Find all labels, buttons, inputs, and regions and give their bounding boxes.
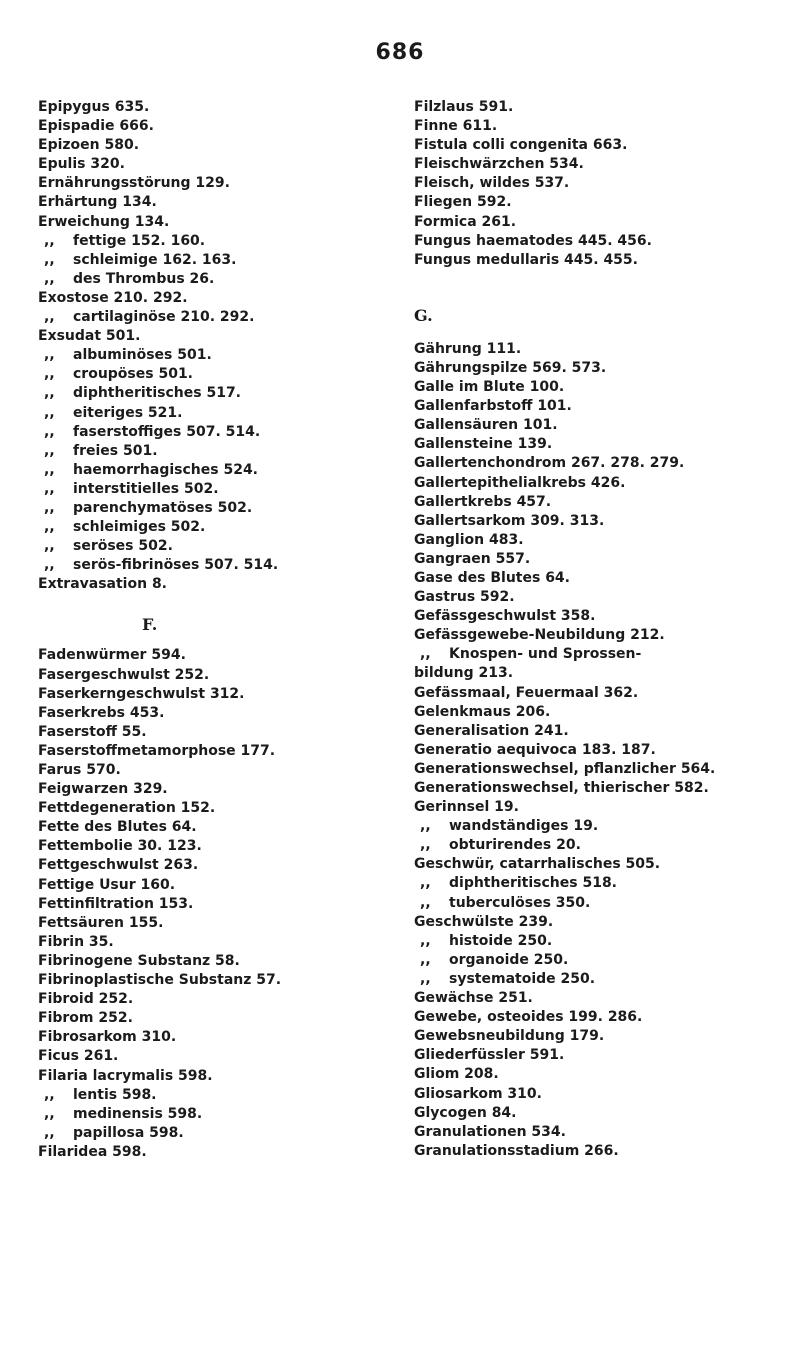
index-entry (38, 499, 398, 518)
index-entry-text: Fette des Blutes 64. (38, 819, 197, 836)
ditto-mark: ,, (44, 366, 55, 383)
index-entry-text: Epulis 320. (38, 156, 125, 173)
index-entry-text: Fibrosarkom 310. (38, 1029, 177, 1046)
index-entry (414, 397, 774, 416)
index-entry-text: Fadenwürmer 594. (38, 647, 186, 664)
index-entry (414, 1008, 774, 1027)
index-entry-text: Gefässgewebe-Neubildung 212. (414, 627, 665, 644)
ditto-mark: ,, (420, 894, 431, 911)
index-entry-text: organoide 250. (449, 951, 569, 968)
index-entry-text: wandständiges 19. (449, 818, 599, 835)
index-entry (414, 416, 774, 435)
index-entry (414, 684, 774, 703)
index-entry-text: Exsudat 501. (38, 328, 141, 345)
ditto-mark: ,, (44, 347, 55, 364)
index-entry-text: Filzlaus 591. (414, 99, 514, 115)
index-entry (414, 607, 774, 626)
index-entry (414, 155, 774, 174)
index-entry-text: systematoide 250. (449, 970, 596, 987)
index-entry (38, 98, 398, 117)
index-entry (38, 1067, 398, 1086)
index-entry-text: Fibroid 252. (38, 991, 134, 1008)
index-block-g (414, 340, 774, 1161)
index-entry-text: Fliegen 592. (414, 194, 512, 211)
index-entry (38, 289, 398, 308)
index-entry-text: Gastrus 592. (414, 589, 515, 606)
index-entry (414, 855, 774, 874)
page-number: 686 (375, 40, 425, 65)
index-entry-text: seröses 502. (73, 538, 173, 555)
index-entry-text: Exostose 210. 292. (38, 289, 188, 306)
index-entry (414, 378, 774, 397)
index-entry (38, 346, 398, 365)
index-entry-text: Gewächse 251. (414, 990, 533, 1007)
index-entry (414, 1142, 774, 1161)
index-entry (38, 914, 398, 933)
index-entry-text: Gallertkrebs 457. (414, 493, 552, 510)
index-entry (38, 404, 398, 423)
index-entry (38, 666, 398, 685)
index-entry-text: Geschwülste 239. (414, 913, 554, 930)
ditto-mark: ,, (420, 646, 431, 663)
index-entry (38, 136, 398, 155)
index-entry-text: Feigwarzen 329. (38, 781, 168, 798)
index-column-left (38, 98, 398, 1162)
index-entry (38, 990, 398, 1009)
index-entry (38, 461, 398, 480)
index-entry-text: Faserstoffmetamorphose 177. (38, 742, 276, 759)
index-entry-text: Fungus haematodes 445. 456. (414, 232, 652, 249)
index-entry-text: Filaridea 598. (38, 1143, 147, 1160)
section-heading-g: G. (414, 305, 433, 325)
index-entry (414, 193, 774, 212)
index-entry (38, 799, 398, 818)
index-entry (38, 895, 398, 914)
index-entry-text: Gallertepithelialkrebs 426. (414, 474, 626, 491)
index-entry-text: faserstoffiges 507. 514. (73, 423, 261, 440)
index-entry-text: Fettige Usur 160. (38, 876, 176, 893)
index-entry (414, 474, 774, 493)
index-entry-text: Gangraen 557. (414, 550, 531, 567)
index-entry (38, 1143, 398, 1162)
index-entry-text: Glycogen 84. (414, 1104, 517, 1121)
index-entry (414, 493, 774, 512)
index-entry (414, 98, 774, 117)
ditto-mark: ,, (420, 818, 431, 835)
index-entry (414, 1065, 774, 1084)
index-entry (414, 251, 774, 270)
section-heading-f: F. (142, 615, 158, 635)
index-block-e (38, 98, 398, 594)
index-entry (414, 722, 774, 741)
index-entry-text: croupöses 501. (73, 366, 194, 383)
index-entry (414, 512, 774, 531)
index-entry (38, 327, 398, 346)
index-entry-text: Galle im Blute 100. (414, 379, 565, 396)
index-entry-text: Filaria lacrymalis 598. (38, 1067, 213, 1084)
index-entry-text: diphtheritisches 517. (73, 385, 241, 402)
index-entry-text: tuberculöses 350. (449, 894, 591, 911)
ditto-mark: ,, (420, 932, 431, 949)
index-entry-text: Epizoen 580. (38, 137, 140, 154)
ditto-mark: ,, (44, 519, 55, 536)
index-entry-text: Fibrom 252. (38, 1010, 133, 1027)
index-entry (38, 723, 398, 742)
index-entry (414, 435, 774, 454)
index-entry-text: Fettdegeneration 152. (38, 800, 216, 817)
ditto-mark: ,, (44, 232, 55, 249)
index-entry (38, 193, 398, 212)
index-entry-text: Finne 611. (414, 118, 498, 135)
index-entry (38, 174, 398, 193)
index-entry-text: schleimige 162. 163. (73, 251, 237, 268)
index-entry (414, 1123, 774, 1142)
index-entry-text: Gase des Blutes 64. (414, 569, 570, 586)
index-entry (414, 136, 774, 155)
index-entry (414, 664, 774, 683)
index-entry-text: Faserstoff 55. (38, 723, 147, 740)
index-entry (38, 308, 398, 327)
index-entry-text: parenchymatöses 502. (73, 499, 253, 516)
index-entry (38, 117, 398, 136)
index-entry-text: freies 501. (73, 442, 158, 459)
index-entry-text: Gährung 111. (414, 340, 522, 357)
index-entry (38, 270, 398, 289)
index-entry (414, 531, 774, 550)
ditto-mark: ,, (44, 1105, 55, 1122)
index-entry (38, 1009, 398, 1028)
ditto-mark: ,, (44, 538, 55, 555)
index-entry (38, 575, 398, 594)
index-entry-text: medinensis 598. (73, 1105, 203, 1122)
index-entry (38, 1047, 398, 1066)
index-entry-text: Ficus 261. (38, 1048, 119, 1065)
index-entry (38, 1028, 398, 1047)
index-entry (38, 685, 398, 704)
ditto-mark: ,, (420, 951, 431, 968)
index-entry-text: Generationswechsel, pflanzlicher 564. (414, 760, 716, 777)
index-entry-text: Epipygus 635. (38, 99, 150, 115)
index-entry-text: Faserkerngeschwulst 312. (38, 685, 245, 702)
index-entry-text: bildung 213. (414, 665, 514, 682)
ditto-mark: ,, (44, 480, 55, 497)
index-entry-text: Granulationsstadium 266. (414, 1142, 619, 1159)
ditto-mark: ,, (44, 442, 55, 459)
ditto-mark: ,, (44, 385, 55, 402)
index-entry-text: Gallenfarbstoff 101. (414, 398, 572, 415)
index-entry-text: interstitielles 502. (73, 480, 219, 497)
index-entry-text: Granulationen 534. (414, 1123, 566, 1140)
index-entry-text: Fleischwärzchen 534. (414, 156, 584, 173)
index-entry (38, 933, 398, 952)
index-entry (38, 742, 398, 761)
index-entry (38, 952, 398, 971)
index-entry (38, 537, 398, 556)
index-entry (38, 818, 398, 837)
ditto-mark: ,, (44, 557, 55, 574)
index-entry-text: haemorrhagisches 524. (73, 461, 259, 478)
index-entry-text: lentis 598. (73, 1086, 157, 1103)
index-entry-text: Gährungspilze 569. 573. (414, 359, 607, 376)
ditto-mark: ,, (44, 309, 55, 326)
index-entry (414, 645, 774, 664)
index-entry (414, 760, 774, 779)
index-entry (38, 1124, 398, 1143)
index-entry-text: Fasergeschwulst 252. (38, 666, 210, 683)
index-entry (414, 817, 774, 836)
index-entry (414, 588, 774, 607)
index-entry (414, 779, 774, 798)
index-entry-text: cartilaginöse 210. 292. (73, 309, 255, 326)
ditto-mark: ,, (420, 837, 431, 854)
index-entry (38, 876, 398, 895)
index-entry-text: Erweichung 134. (38, 213, 170, 230)
index-entry (38, 518, 398, 537)
index-entry-text: Generationswechsel, thierischer 582. (414, 780, 709, 796)
index-block-f-left (38, 646, 398, 1162)
index-entry-text: Erhärtung 134. (38, 194, 157, 211)
index-entry (38, 232, 398, 251)
index-entry-text: Fistula colli congenita 663. (414, 137, 628, 154)
index-entry (38, 1086, 398, 1105)
index-entry-text: Epispadie 666. (38, 118, 154, 135)
index-entry-text: serös-fibrinöses 507. 514. (73, 557, 279, 574)
index-entry (38, 423, 398, 442)
index-entry-text: Generatio aequivoca 183. 187. (414, 741, 656, 758)
index-entry (414, 626, 774, 645)
index-entry-text: Extravasation 8. (38, 576, 168, 593)
index-entry-text: Fettgeschwulst 263. (38, 857, 199, 874)
index-entry-text: Gallertsarkom 309. 313. (414, 512, 605, 529)
ditto-mark: ,, (44, 404, 55, 421)
index-entry (414, 913, 774, 932)
index-entry-text: Gliosarkom 310. (414, 1085, 542, 1102)
index-entry (414, 932, 774, 951)
index-entry-text: Generalisation 241. (414, 722, 569, 739)
index-entry-text: Farus 570. (38, 762, 121, 778)
index-entry (38, 1105, 398, 1124)
ditto-mark: ,, (44, 1124, 55, 1141)
index-entry (414, 550, 774, 569)
index-entry-text: Fettsäuren 155. (38, 914, 164, 931)
index-entry (414, 970, 774, 989)
index-entry-text: Formica 261. (414, 213, 517, 230)
index-entry-text: Gewebsneubildung 179. (414, 1028, 605, 1045)
index-entry (414, 741, 774, 760)
index-entry (38, 251, 398, 270)
index-entry-text: Gelenkmaus 206. (414, 703, 551, 720)
index-entry-text: papillosa 598. (73, 1124, 184, 1141)
index-entry (414, 703, 774, 722)
index-entry (38, 971, 398, 990)
ditto-mark: ,, (420, 875, 431, 892)
index-entry (414, 951, 774, 970)
index-entry (414, 213, 774, 232)
index-entry-text: Fleisch, wildes 537. (414, 175, 570, 192)
index-entry (38, 556, 398, 575)
index-column-right (414, 98, 774, 1161)
index-entry-text: fettige 152. 160. (73, 232, 206, 249)
index-entry (38, 365, 398, 384)
index-entry-text: Gallertenchondrom 267. 278. 279. (414, 455, 685, 472)
index-entry (38, 384, 398, 403)
index-entry-text: schleimiges 502. (73, 519, 206, 536)
index-entry (414, 174, 774, 193)
ditto-mark: ,, (44, 251, 55, 268)
index-entry (38, 155, 398, 174)
index-entry (414, 569, 774, 588)
index-entry (414, 1104, 774, 1123)
index-entry-text: Ernährungsstörung 129. (38, 175, 230, 192)
index-entry-text: Fibrinoplastische Substanz 57. (38, 972, 282, 989)
index-entry-text: Gliederfüssler 591. (414, 1047, 565, 1064)
index-entry (414, 117, 774, 136)
index-entry-text: obturirendes 20. (449, 837, 581, 854)
index-entry (414, 836, 774, 855)
index-entry (414, 874, 774, 893)
index-entry-text: Faserkrebs 453. (38, 704, 165, 721)
ditto-mark: ,, (44, 423, 55, 440)
index-entry (414, 232, 774, 251)
index-block-f-right (414, 98, 774, 270)
ditto-mark: ,, (44, 1086, 55, 1103)
index-entry (414, 1046, 774, 1065)
ditto-mark: ,, (420, 970, 431, 987)
index-entry-text: Fibrin 35. (38, 933, 114, 950)
index-entry-text: Fettembolie 30. 123. (38, 838, 202, 855)
index-entry (38, 646, 398, 665)
index-entry-text: Geschwür, catarrhalisches 505. (414, 856, 661, 873)
index-entry-text: diphtheritisches 518. (449, 875, 617, 892)
index-entry-text: Knospen- und Sprossen- (449, 646, 642, 663)
index-entry-text: eiteriges 521. (73, 404, 183, 421)
index-entry (414, 359, 774, 378)
index-entry (414, 340, 774, 359)
index-entry (38, 856, 398, 875)
ditto-mark: ,, (44, 270, 55, 287)
ditto-mark: ,, (44, 499, 55, 516)
ditto-mark: ,, (44, 461, 55, 478)
index-entry (414, 798, 774, 817)
index-entry-text: Fibrinogene Substanz 58. (38, 952, 240, 969)
index-entry-text: des Thrombus 26. (73, 270, 215, 287)
index-entry (38, 480, 398, 499)
index-entry-text: Gefässmaal, Feuermaal 362. (414, 684, 639, 701)
index-entry-text: Fettinfiltration 153. (38, 895, 194, 912)
index-entry (38, 780, 398, 799)
index-entry-text: Ganglion 483. (414, 531, 524, 548)
index-entry-text: histoide 250. (449, 932, 553, 949)
index-entry (38, 213, 398, 232)
index-entry-text: Gewebe, osteoides 199. 286. (414, 1009, 643, 1026)
index-entry-text: Gefässgeschwulst 358. (414, 608, 596, 625)
index-entry-text: albuminöses 501. (73, 347, 212, 364)
index-entry-text: Gallensteine 139. (414, 436, 553, 453)
index-entry (414, 894, 774, 913)
index-entry-text: Gerinnsel 19. (414, 799, 519, 816)
index-entry-text: Fungus medullaris 445. 455. (414, 251, 638, 268)
index-entry (414, 1027, 774, 1046)
index-entry-text: Gallensäuren 101. (414, 417, 558, 434)
index-entry (414, 454, 774, 473)
index-entry (38, 704, 398, 723)
index-entry (38, 761, 398, 780)
index-entry (38, 837, 398, 856)
index-entry (38, 442, 398, 461)
index-entry (414, 989, 774, 1008)
index-entry-text: Gliom 208. (414, 1066, 499, 1083)
index-entry (414, 1085, 774, 1104)
